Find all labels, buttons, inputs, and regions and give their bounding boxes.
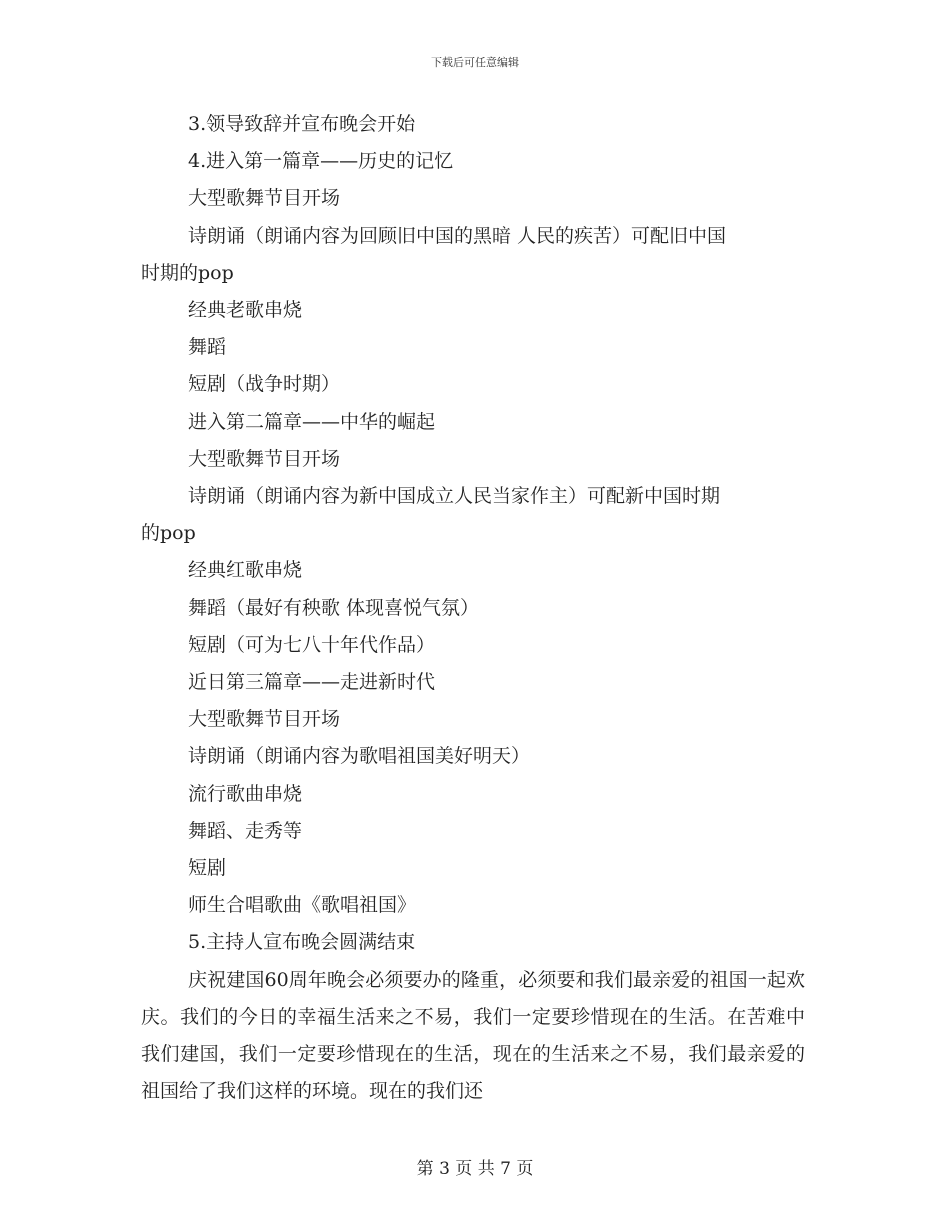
- program-item: 3.领导致辞并宣布晚会开始: [188, 113, 416, 135]
- program-item-continuation: 的pop: [141, 522, 196, 545]
- program-item: 诗朗诵（朗诵内容为歌唱祖国美好明天）: [188, 745, 531, 768]
- program-item-continuation: 时期的pop: [141, 261, 234, 284]
- closing-paragraph: 庆祝建国60周年晚会必须要办的隆重，必须要和我们最亲爱的祖国一起欢庆。我们的今日的幸福生活来之不易，我们一定要珍惜现在的生活。在苦难中我们建国，我们一定要珍惜现在的生活，现在的生活来之不易，我们最亲爱的祖国给了我们这样的环境。现在的我们还: [141, 968, 805, 1103]
- program-item: 经典红歌串烧: [188, 559, 303, 582]
- program-item: 诗朗诵（朗诵内容为新中国成立人民当家作主）可配新中国时期: [188, 485, 721, 508]
- program-item: 近日第三篇章——走进新时代: [188, 671, 436, 694]
- document-body: [141, 106, 805, 1110]
- program-item: 短剧: [188, 857, 227, 880]
- page-header-note: 下载后可任意编辑: [431, 56, 519, 69]
- program-item: 进入第二篇章——中华的崛起: [188, 410, 436, 433]
- program-item: 师生合唱歌曲《歌唱祖国》: [188, 894, 417, 917]
- program-item: 大型歌舞节目开场: [188, 447, 341, 470]
- program-item: 流行歌曲串烧: [188, 782, 303, 805]
- page-number: 第 3 页 共 7 页: [416, 1159, 534, 1179]
- program-item: 大型歌舞节目开场: [188, 708, 341, 731]
- program-item: 短剧（可为七八十年代作品）: [188, 633, 436, 656]
- program-item: 5.主持人宣布晚会圆满结束: [188, 931, 416, 954]
- program-item: 舞蹈（最好有秧歌 体现喜悦气氛）: [188, 596, 480, 619]
- program-item: 4.进入第一篇章——历史的记忆: [188, 150, 454, 173]
- program-item: 诗朗诵（朗诵内容为回顾旧中国的黑暗 人民的疾苦）可配旧中国: [188, 224, 727, 247]
- program-item: 经典老歌串烧: [188, 299, 303, 322]
- program-item: 大型歌舞节目开场: [188, 187, 341, 210]
- program-item: 舞蹈: [188, 336, 227, 359]
- program-item: 舞蹈、走秀等: [188, 819, 303, 842]
- program-item: 短剧（战争时期）: [188, 373, 341, 396]
